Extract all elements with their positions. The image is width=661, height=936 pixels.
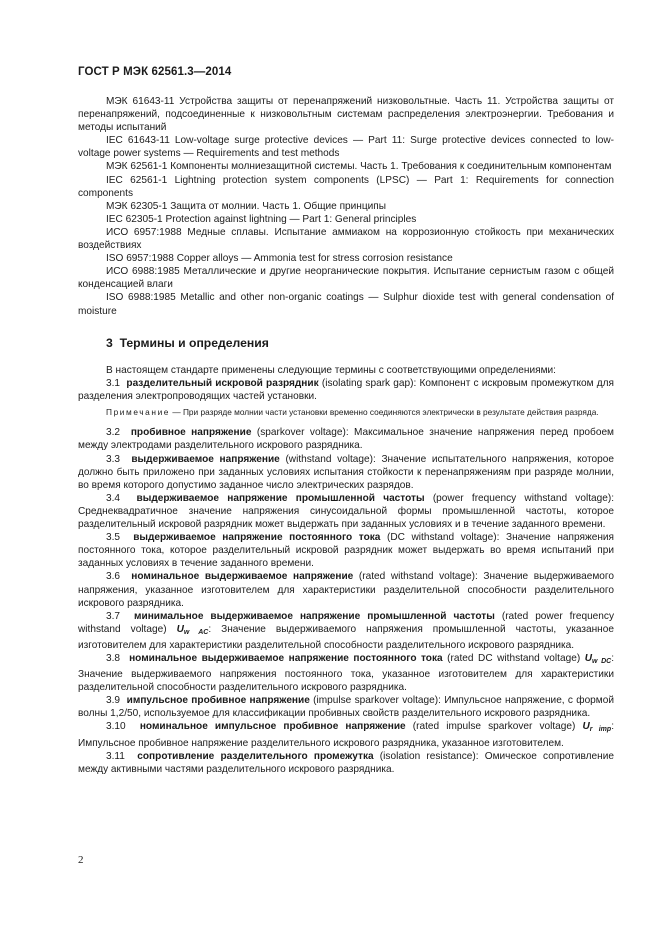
- term-definition: : Значение выдерживаемого напряжения постоянного тока, указанное изготовителем для характеристики разделительной способности разделительного искрового разрядника.: [78, 652, 615, 694]
- term-3-4: [78, 492, 614, 531]
- term-definition: : Импульсное пробивное напряжение разделительного искрового разрядника, указанное изготовителем.: [78, 721, 614, 749]
- term-english: (rated power frequency withstand voltage): [78, 610, 615, 635]
- term-definition: (power frequency withstand voltage): Среднеквадратичное значение напряжения синусоидальной формы промышленной частоты, которое разделительный искровой разрядник может выдержать при заданных условиях и в течение заданного времени.: [78, 492, 615, 531]
- reference-item: МЭК 62561-1 Компоненты молниезащитной системы. Часть 1. Требования к соединительным компонентам: [106, 161, 612, 173]
- term-definition: (isolation resistance): Омическое сопротивление между активными частями разделительного искрового разрядника.: [78, 750, 615, 775]
- term-name: выдерживаемое напряжение промышленной частоты: [136, 492, 425, 504]
- term-3-11: [78, 750, 614, 776]
- term-number: 3.8: [106, 652, 121, 664]
- reference-item: ИСО 6988:1985 Металлические и другие неорганические покрытия. Испытание сернистым газом с общей конденсацией влаги: [78, 266, 614, 291]
- page-number: 2: [78, 854, 84, 866]
- term-definition: (isolating spark gap): Компонент с искровым промежутком для разделения электропроводящих частей установки.: [78, 377, 614, 402]
- term-definition: (sparkover voltage): Максимальное значение напряжения перед пробоем между электродами разделительного искрового разрядника.: [78, 427, 614, 452]
- term-number: 3.2: [106, 427, 121, 439]
- normative-references: [78, 95, 614, 318]
- term-3-2: [78, 426, 614, 452]
- symbol: U: [582, 721, 590, 733]
- term-number: 3.11: [106, 750, 125, 762]
- symbol-subscript: w DC: [591, 657, 612, 665]
- term-number: 3.4: [106, 492, 121, 504]
- section-intro: В настоящем стандарте применены следующие термины с соответствующими определениями:: [106, 364, 556, 376]
- term-definition: : Значение выдерживаемого напряжения промышленной частоты, указанное изготовителем для характеристики разделительной способности разделительного искрового разрядника.: [78, 623, 614, 651]
- term-3-5: [78, 531, 614, 570]
- symbol: U: [176, 623, 184, 635]
- document-header: ГОСТ Р МЭК 62561.3—2014: [78, 66, 232, 78]
- section-number: 3: [106, 335, 113, 350]
- note: [78, 407, 614, 418]
- term-3-3: [78, 453, 614, 492]
- term-3-6: [78, 570, 614, 609]
- reference-item: МЭК 62305-1 Защита от молнии. Часть 1. Общие принципы: [106, 200, 386, 212]
- term-3-7: [78, 610, 614, 652]
- reference-item: ISO 6988:1985 Metallic and other non-organic coatings — Sulphur dioxide test with general condensation of moisture: [78, 292, 614, 317]
- term-name: импульсное пробивное напряжение: [126, 695, 310, 707]
- reference-item: ISO 6957:1988 Copper alloys — Ammonia test for stress corrosion resistance: [106, 253, 453, 265]
- reference-item: IEC 61643-11 Low-voltage surge protective devices — Part 11: Surge protective devices connected to low-voltage power systems — Requirements and test methods: [78, 135, 614, 160]
- term-number: 3.9: [106, 695, 121, 707]
- term-name: номинальное выдерживаемое напряжение: [131, 571, 354, 583]
- term-3-1: [78, 377, 614, 403]
- term-number: 3.3: [106, 453, 121, 465]
- reference-item: IEC 62561-1 Lightning protection system components (LPSC) — Part 1: Requirements for connection components: [78, 174, 614, 199]
- section-title: Термины и определения: [119, 335, 269, 350]
- term-number: 3.5: [106, 532, 121, 544]
- reference-item: IEC 62305-1 Protection against lightning — Part 1: General principles: [106, 213, 417, 225]
- term-definition: (DC withstand voltage): Значение напряжения постоянного тока, которое разделительный искровой разрядник может выдержать во время испытаний при заданных условиях в течение заданного времени.: [78, 532, 614, 570]
- symbol-subscript: w AC: [183, 628, 209, 636]
- symbol: U: [584, 652, 592, 664]
- term-name: сопротивление разделительного промежутка: [137, 750, 374, 762]
- term-definition: (rated withstand voltage): Значение выдерживаемого напряжения, указанное изготовителем для характеристики разделительной способности разделительного искрового разрядника.: [78, 571, 614, 609]
- term-english: (rated impulse sparkover voltage): [405, 721, 583, 733]
- note-label: Примечание: [106, 406, 171, 417]
- note-text: — При разряде молнии части установки временно соединяются электрически в результате действия разряда.: [170, 406, 599, 417]
- term-name: пробивное напряжение: [130, 427, 252, 439]
- symbol-subscript: r imp: [589, 726, 612, 734]
- term-3-10: [78, 720, 614, 749]
- term-3-9: [78, 694, 614, 720]
- term-number: 3.6: [106, 571, 121, 583]
- term-definition: (impulse sparkover voltage): Импульсное напряжение, с формой волны 1,2/50, используемое для классификации пробивных свойств разделительного искрового разрядника.: [78, 695, 614, 720]
- term-number: 3.10: [106, 721, 126, 733]
- term-3-8: [78, 652, 614, 694]
- term-name: разделительный искровой разрядник: [126, 377, 319, 389]
- term-number: 3.7: [106, 610, 121, 622]
- term-name: выдерживаемое напряжение постоянного тока: [133, 532, 381, 544]
- term-definition: (withstand voltage): Значение испытательного напряжения, которое должно быть приложено при заданных условиях испытания стойкости к перенапряжениям при разряде молнии, во время которого допустимо заданное число электрических разрядов.: [78, 453, 615, 491]
- term-number: 3.1: [106, 377, 121, 389]
- term-name: выдерживаемое напряжение: [131, 453, 280, 465]
- document-body: [78, 95, 614, 776]
- term-english: (rated DC withstand voltage): [442, 652, 585, 664]
- term-name: номинальное импульсное пробивное напряжение: [139, 721, 406, 733]
- reference-item: ИСО 6957:1988 Медные сплавы. Испытание аммиаком на коррозионную стойкость при механических воздействиях: [78, 226, 614, 252]
- term-name: минимальное выдерживаемое напряжение промышленной частоты: [134, 610, 495, 622]
- reference-item: МЭК 61643-11 Устройства защиты от перенапряжений низковольтные. Часть 11. Устройства защиты от перенапряжений, подсоединенные к низковольтным системам распределения электроэнергии. Требования и методы испытаний: [78, 96, 614, 134]
- section-heading: [106, 337, 614, 350]
- term-name: номинальное выдерживаемое напряжение постоянного тока: [129, 652, 443, 664]
